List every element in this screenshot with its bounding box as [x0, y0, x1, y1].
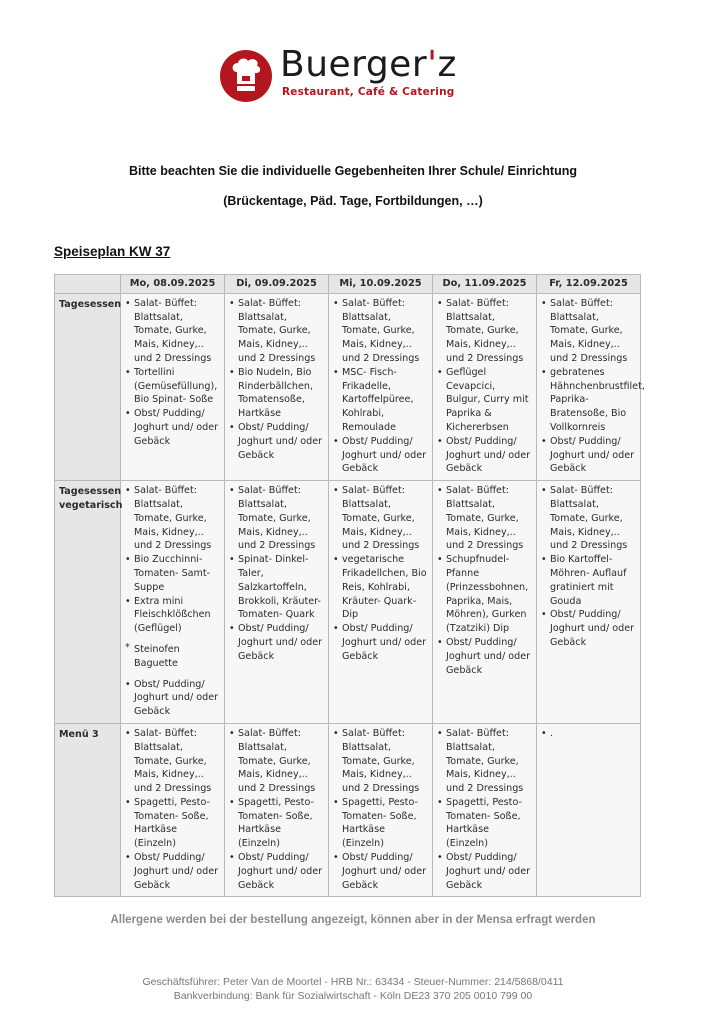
company-info-line-2: Bankverbindung: Bank für Sozialwirtschaft - Köln DE23 370 205 0010 799 00 — [173, 990, 533, 1002]
menu-item: • Bio Kartoffel- Möhren- Auflauf gratiniert mit Gouda — [541, 553, 636, 608]
menu-item: • Salat- Büffet: Blattsalat, Tomate, Gurke, Mais, Kidney,.. und 2 Dressings — [333, 484, 428, 553]
logo-wordmark — [280, 44, 457, 85]
menu-cell — [121, 723, 225, 897]
menu-item: • Extra mini Fleischklößchen (Geflügel) — [125, 595, 220, 636]
menu-item: • Salat- Büffet: Blattsalat, Tomate, Gurke, Mais, Kidney,.. und 2 Dressings — [229, 297, 324, 366]
table-header-row — [55, 275, 641, 294]
menu-item: • gebratenes Hähnchenbrustfilet, Paprika- Bratensoße, Bio Vollkornreis — [541, 366, 636, 435]
chef-hat-icon — [220, 50, 272, 102]
menu-item: • Salat- Büffet: Blattsalat, Tomate, Gurke, Mais, Kidney,.. und 2 Dressings — [437, 484, 532, 553]
menu-cell — [329, 481, 433, 724]
menu-cell — [225, 293, 329, 480]
row-label: Tagesessen — [55, 293, 121, 480]
company-info-line-1: Geschäftsführer: Peter Van de Moortel - HRB Nr.: 63434 - Steuer-Nummer: 214/5868/0411 — [142, 976, 564, 988]
menu-item: • Obst/ Pudding/ Joghurt und/ oder Gebäck — [437, 435, 532, 476]
corner-header — [55, 275, 121, 294]
logo-name-main: Buerger — [280, 44, 428, 85]
menu-item: • Obst/ Pudding/ Joghurt und/ oder Gebäck — [333, 851, 428, 892]
menu-cell — [121, 293, 225, 480]
logo-name-suffix: z — [437, 44, 457, 85]
menu-item: • Salat- Büffet: Blattsalat, Tomate, Gurke, Mais, Kidney,.. und 2 Dressings — [437, 297, 532, 366]
menu-item: • Schupfnudel- Pfanne (Prinzessbohnen, Paprika, Mais, Möhren), Gurken (Tzatziki) Dip — [437, 553, 532, 636]
menu-item: • Bio Nudeln, Bio Rinderbällchen, Tomatensoße, Hartkäse — [229, 366, 324, 421]
menu-table — [54, 274, 645, 897]
menu-cell — [225, 723, 329, 897]
day-header: Fr, 12.09.2025 — [537, 275, 641, 294]
menu-cell — [225, 481, 329, 724]
menu-cell — [537, 481, 641, 724]
table-row — [55, 481, 641, 724]
menu-item: • Tortellini (Gemüsefüllung), Bio Spinat- Soße — [125, 366, 220, 407]
menu-item: • Salat- Büffet: Blattsalat, Tomate, Gurke, Mais, Kidney,.. und 2 Dressings — [125, 297, 220, 366]
day-header: Mi, 10.09.2025 — [329, 275, 433, 294]
menu-cell — [433, 481, 537, 724]
menu-item: • MSC- Fisch- Frikadelle, Kartoffelpüree, Kohlrabi, Remoulade — [333, 366, 428, 435]
allergen-note: Allergene werden bei der bestellung angezeigt, können aber in der Mensa erfragt werden — [110, 914, 596, 926]
menu-item: • Obst/ Pudding/ Joghurt und/ oder Gebäck — [229, 622, 324, 663]
table-row — [55, 293, 641, 480]
menu-item: • Spagetti, Pesto- Tomaten- Soße, Hartkäse (Einzeln) — [229, 796, 324, 851]
menu-item: • . — [541, 727, 636, 741]
menu-item: • Bio Zucchinni- Tomaten- Samt- Suppe — [125, 553, 220, 594]
notice-line-2: (Brückentage, Päd. Tage, Fortbildungen, …) — [223, 194, 483, 208]
menu-cell — [537, 723, 641, 897]
menu-cell — [433, 293, 537, 480]
row-label: Menü 3 — [55, 723, 121, 897]
menu-item: • Obst/ Pudding/ Joghurt und/ oder Gebäck — [229, 421, 324, 462]
menu-item: • Obst/ Pudding/ Joghurt und/ oder Gebäck — [125, 407, 220, 448]
menu-item: • Salat- Büffet: Blattsalat, Tomate, Gurke, Mais, Kidney,.. und 2 Dressings — [229, 727, 324, 796]
menu-cell — [433, 723, 537, 897]
menu-item: • Salat- Büffet: Blattsalat, Tomate, Gurke, Mais, Kidney,.. und 2 Dressings — [437, 727, 532, 796]
menu-cell — [121, 481, 225, 724]
menu-item: • Obst/ Pudding/ Joghurt und/ oder Gebäck — [333, 435, 428, 476]
menu-item: • Salat- Büffet: Blattsalat, Tomate, Gurke, Mais, Kidney,.. und 2 Dressings — [125, 484, 220, 553]
menu-item: • Spagetti, Pesto- Tomaten- Soße, Hartkäse (Einzeln) — [333, 796, 428, 851]
logo-tagline: Restaurant, Café & Catering — [282, 86, 455, 98]
menu-cell — [329, 723, 433, 897]
menu-cell — [537, 293, 645, 480]
menu-item: • vegetarische Frikadellchen, Bio Reis, Kohlrabi, Kräuter- Quark- Dip — [333, 553, 428, 622]
menu-item: • Obst/ Pudding/ Joghurt und/ oder Gebäck — [541, 608, 636, 649]
day-header: Mo, 08.09.2025 — [121, 275, 225, 294]
table-row — [55, 723, 641, 897]
day-header: Di, 09.09.2025 — [225, 275, 329, 294]
menu-item: • Salat- Büffet: Blattsalat, Tomate, Gurke, Mais, Kidney,.. und 2 Dressings — [333, 297, 428, 366]
menu-item: • Obst/ Pudding/ Joghurt und/ oder Gebäck — [437, 636, 532, 677]
menu-item: • Spagetti, Pesto- Tomaten- Soße, Hartkäse (Einzeln) — [437, 796, 532, 851]
menu-item: • Obst/ Pudding/ Joghurt und/ oder Gebäck — [125, 851, 220, 892]
menu-item: • Salat- Büffet: Blattsalat, Tomate, Gurke, Mais, Kidney,.. und 2 Dressings — [541, 484, 636, 553]
menu-item: • Obst/ Pudding/ Joghurt und/ oder Gebäck — [125, 678, 220, 719]
row-label: Tagesessen vegetarisch — [55, 481, 121, 724]
day-header: Do, 11.09.2025 — [433, 275, 537, 294]
menu-item: • Obst/ Pudding/ Joghurt und/ oder Gebäck — [437, 851, 532, 892]
menu-cell — [329, 293, 433, 480]
menu-item: • Salat- Büffet: Blattsalat, Tomate, Gurke, Mais, Kidney,.. und 2 Dressings — [333, 727, 428, 796]
menu-item: • Geflügel Cevapcici, Bulgur, Curry mit Paprika & Kichererbsen — [437, 366, 532, 435]
logo-badge — [220, 50, 272, 102]
menu-item: * Steinofen Baguette — [125, 643, 220, 671]
logo-apostrophe: ' — [427, 44, 438, 85]
notice-line-1: Bitte beachten Sie die individuelle Gegebenheiten Ihrer Schule/ Einrichtung — [128, 164, 577, 178]
menu-item: • Spagetti, Pesto- Tomaten- Soße, Hartkäse (Einzeln) — [125, 796, 220, 851]
page-title: Speiseplan KW 37 — [54, 244, 171, 259]
menu-item: • Obst/ Pudding/ Joghurt und/ oder Gebäck — [541, 435, 636, 476]
company-logo — [220, 44, 470, 104]
menu-item: • Obst/ Pudding/ Joghurt und/ oder Gebäck — [229, 851, 324, 892]
menu-item: • Salat- Büffet: Blattsalat, Tomate, Gurke, Mais, Kidney,.. und 2 Dressings — [229, 484, 324, 553]
menu-item: • Spinat- Dinkel- Taler, Salzkartoffeln, Brokkoli, Kräuter- Tomaten- Quark — [229, 553, 324, 622]
menu-item: • Salat- Büffet: Blattsalat, Tomate, Gurke, Mais, Kidney,.. und 2 Dressings — [541, 297, 636, 366]
menu-item: • Obst/ Pudding/ Joghurt und/ oder Gebäck — [333, 622, 428, 663]
menu-item: • Salat- Büffet: Blattsalat, Tomate, Gurke, Mais, Kidney,.. und 2 Dressings — [125, 727, 220, 796]
